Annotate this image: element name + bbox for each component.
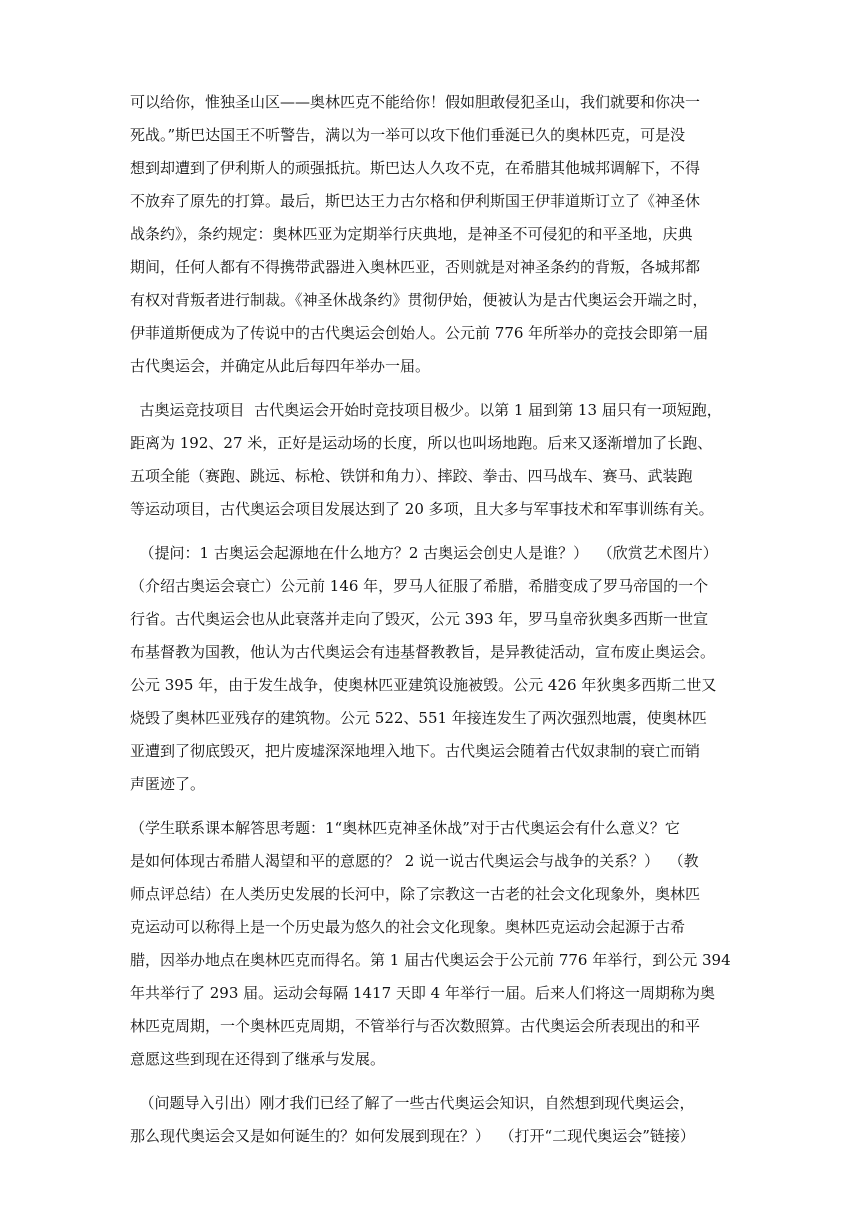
text-line: 古代奥运会，并确定从此后每四年举办一届。 bbox=[130, 357, 431, 375]
text-line: （问题导入引出）刚才我们已经了解了一些古代奥运会知识，自然想到现代奥运会， bbox=[130, 1094, 695, 1112]
text-line: 战条约》，条约规定：奥林匹亚为定期举行庆典地，是神圣不可侵犯的和平圣地，庆典 bbox=[130, 225, 693, 243]
text-line: （学生联系课本解答思考题：1“奥林匹克神圣休战”对于古代奥运会有什么意义？它 bbox=[130, 819, 680, 837]
text-line: 是如何体现古希腊人渴望和平的意愿的？ 2 说一说古代奥运会与战争的关系？） （教 bbox=[130, 852, 699, 870]
text-line: 可以给你，惟独圣山区——奥林匹克不能给你！假如胆敢侵犯圣山，我们就要和你决一 bbox=[130, 93, 701, 111]
text-line: 意愿这些到现在还得到了继承与发展。 bbox=[130, 1050, 386, 1068]
text-line: 伊菲道斯便成为了传说中的古代奥运会创始人。公元前 776 年所举办的竞技会即第一届 bbox=[130, 324, 709, 342]
text-line: 林匹克周期，一个奥林匹克周期，不管举行与否次数照算。古代奥运会所表现出的和平 bbox=[130, 1017, 701, 1035]
document-page bbox=[130, 86, 734, 1164]
text-line: 师点评总结）在人类历史发展的长河中，除了宗教这一古老的社会文化现象外，奥林匹 bbox=[130, 885, 701, 903]
paragraph-transition bbox=[130, 1087, 734, 1153]
text-line: 那么现代奥运会又是如何诞生的？如何发展到现在？） （打开“二现代奥运会”链接） bbox=[130, 1127, 695, 1145]
text-line: 想到却遭到了伊利斯人的顽强抵抗。斯巴达人久攻不克，在希腊其他城邦调解下，不得 bbox=[130, 159, 701, 177]
text-line: 声匿迹了。 bbox=[130, 775, 206, 793]
text-line: 腊，因举办地点在奥林匹克而得名。第 1 届古代奥运会于公元前 776 年举行，到公元 394 bbox=[130, 951, 731, 969]
text-line: 亚遭到了彻底毁灭，把片废墟深深地埋入地下。古代奥运会随着古代奴隶制的衰亡而销 bbox=[130, 742, 701, 760]
paragraph-discussion bbox=[130, 812, 734, 1076]
text-line: 烧毁了奥林匹亚残存的建筑物。公元 522、551 年接连发生了两次强烈地震，使奥林匹 bbox=[130, 709, 707, 727]
text-line: 等运动项目，古代奥运会项目发展达到了 20 多项，且大多与军事技术和军事训练有关。 bbox=[130, 500, 714, 518]
text-line: 不放弃了原先的打算。最后，斯巴达王力古尔格和伊利斯国王伊菲道斯订立了《神圣休 bbox=[130, 192, 701, 210]
text-line: 距离为 192、27 米，正好是运动场的长度，所以也叫场地跑。后来又逐渐增加了长跑、 bbox=[130, 434, 713, 452]
text-line: 克运动可以称得上是一个历史最为悠久的社会文化现象。奥林匹克运动会起源于古希 bbox=[130, 918, 686, 936]
text-line: 古奥运竞技项目 古代奥运会开始时竞技项目极少。以第 1 届到第 13 届只有一项短跑， bbox=[130, 401, 722, 419]
text-line: 五项全能（赛跑、跳远、标枪、铁饼和角力）、摔跤、拳击、四马战车、赛马、武装跑 bbox=[130, 467, 693, 485]
paragraph-sacred-truce bbox=[130, 86, 734, 383]
paragraph-decline bbox=[130, 537, 734, 801]
text-line: （介绍古奥运会衰亡）公元前 146 年，罗马人征服了希腊，希腊变成了罗马帝国的一个 bbox=[130, 577, 709, 595]
text-line: 死战。”斯巴达国王不听警告，满以为一举可以攻下他们垂涎已久的奥林匹克，可是没 bbox=[130, 126, 686, 144]
text-line: 有权对背叛者进行制裁。《神圣休战条约》贯彻伊始，便被认为是古代奥运会开端之时， bbox=[130, 291, 708, 309]
text-line: 行省。古代奥运会也从此衰落并走向了毁灭，公元 393 年，罗马皇帝狄奥多西斯一世宣 bbox=[130, 610, 709, 628]
text-line: 公元 395 年，由于发生战争，使奥林匹亚建筑设施被毁。公元 426 年狄奥多西斯二世又 bbox=[130, 676, 717, 694]
paragraph-ancient-events bbox=[130, 394, 734, 526]
text-line: 年共举行了 293 届。运动会每隔 1417 天即 4 年举行一届。后来人们将这一周期称为奥 bbox=[130, 984, 715, 1002]
text-line: 期间，任何人都有不得携带武器进入奥林匹亚，否则就是对神圣条约的背叛，各城邦都 bbox=[130, 258, 701, 276]
text-line: 布基督教为国教，他认为古代奥运会有违基督教教旨，是异教徒活动，宣布废止奥运会。 bbox=[130, 643, 716, 661]
text-line: （提问：1 古奥运会起源地在什么地方？2 古奥运会创史人是谁？） （欣赏艺术图片） bbox=[130, 544, 718, 562]
